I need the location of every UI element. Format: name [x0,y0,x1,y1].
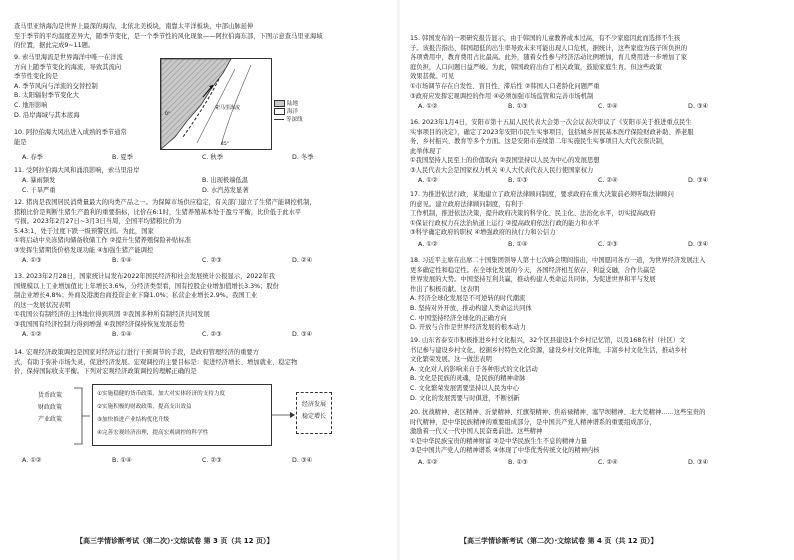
question-stem: 9. 索马里海流是世界海洋中唯一在洋流 [14,54,123,61]
question-15 [410,34,687,101]
question-20 [410,408,705,456]
question-17-options [418,240,778,250]
question-line: 世界发展的大势。中国坚持互利共赢，推动构建人类命运共同体，为促进世界和平与发展 [410,276,656,284]
question-line: 20. 抗战精神、老区精神、沂蒙精神、红旗渠精神、焦裕禄精神、塞罕坝精神、北大荒精神……这些宝贵的 [410,409,706,416]
option-a: A. ①② [418,177,438,184]
option-a: A. ①② [418,103,438,110]
flow-measures-box [92,384,272,446]
option-a: A. 经济全球化发展是不可逆转的时代潮流 [410,295,526,303]
question-line: 价，保持国际收支平衡。下列对宏观经济政策调控的理解正确的是 [14,368,197,376]
option-a: A. ①② [22,331,42,338]
option-a: A. ①② [418,241,438,248]
legend-land: 陆地 [287,101,299,107]
question-line: 13. 2023年2月28日，国家统计局发布2022年国民经济和社会发展统计公报显示，2022年我 [14,273,276,280]
question-line: 工作机制，推进依法决策，提升政府决策的科学化、民主化、法治化水平，切实提高政府 [410,210,656,218]
option-d: D. ③④ [688,177,709,184]
svg-text:45°: 45° [221,142,229,147]
question-line: 书记参与建设乡村文化，挖掘乡村特色文化资源，建设乡村文化阵地，丰富乡村文化生活，推动乡村 [410,346,688,354]
page-footer: 【高三学情诊断考试（第二次）·文综试卷 第 4 页（共 12 页）】 [460,537,658,545]
flow-label: 货币政策 [37,392,62,399]
option-a: A. ①③ [22,257,42,264]
option-c: C. ②③ [598,241,618,248]
option-b: B. 文化是民族的灵魂，是民族的精神命脉 [410,375,526,383]
option-d: D. ③④ [292,457,313,464]
option-c: C. ②③ [202,331,222,338]
legend-isobath: 等深线 [286,117,303,123]
flow-result: 经济发展 [301,401,326,408]
legend-sea: 海洋 [287,109,299,115]
question-15-options [418,102,778,112]
svg-text:0°: 0° [165,112,171,117]
option-a: A. 暴雨频发 [22,177,56,184]
question-line: 式，有助于弥补市场失灵，促进经济发展。宏观调控的主要目标是：促进经济增长、增加就业、稳定物 [14,358,298,366]
map-figure [161,59,271,149]
question-line: 效果甚微。可见 [410,73,455,81]
question-line: 猪粮比价是判断生猪生产盈利的重要指标，比价在6:1时，生猪养殖基本处于盈亏平衡，比价低于此水平 [14,208,302,216]
question-line: 作出了积极贡献。这表明 [410,285,480,293]
question-12-options [22,256,382,266]
option-c: C. 中国坚持经济全球化的正确方向 [410,314,507,322]
option-b: B. ①④ [508,241,528,248]
flow-item: ④完善宏观经济治理，提高宏观调控的科学性 [97,430,209,436]
question-line: 各项费用中，教育费用占比最高。此外，随着女性参与经济活动比例增加，育儿费用进一步增加了家 [410,54,688,62]
question-14-options [22,456,382,466]
intro-line: 至于季节的平均温度差异大，随季节变化，是一个季节性的风化现象——阿拉伯海东部，下图示意查马里亚海域 [14,32,323,40]
option-d: D. ③④ [688,459,709,466]
question-line: 19. 山东省泰安市积极推进乡村文化振兴，32个区县建设1个乡村记忆馆，以及168名村（社区）文 [410,337,686,344]
question-11-options [22,176,382,195]
question-line: 子。该报告指出，韩国超低的出生率导致未来可能出现人口危机，据统计，这些家庭为孩子所负担的 [410,44,688,52]
question-item: ③是中国共产党人的精神谱系 ④体现了中华优秀传统文化的精神内核 [410,447,600,455]
question-line: 务、乡村振兴、教育等多个方面。这是安阳市连续第二年实施民生实事项目人大代表票决制， [410,138,669,146]
question-item: ①市场调节存在自发性、盲目性、滞后性 ②韩国人口老龄化问题严重 [410,82,600,90]
option-c: C. ②④ [598,103,618,110]
question-line: 18. 习近平主席在出席二十国集团领导人第十七次峰会期间指出，中国愿同各方一道，为世界经济发展注入 [410,257,706,264]
option-d: D. 水汽蒸发显著 [202,186,249,194]
question-line: 能是 [14,138,27,146]
flow-left-labels [26,384,74,446]
question-line: 庭负担，人口问题日益严峻。为此，韩国政府出台了相关政策，鼓励家庭生育。但这些政策 [410,63,662,71]
question-line: 17. 为推进依法行政，某地建立了政府法律顾问制度，要求政府在重大决策前必须听取法律顾问 [410,191,674,198]
question-line: 16. 2023年1月4日，安阳市第十五届人民代表大会第一次会议表决审议了《安阳市关于推进重点民生 [410,119,692,126]
option-d: D. 文化的发展需要与时俱进，不断创新 [410,394,520,402]
question-line: 亏损。2023年2月27日~3月3日当周，全国平均猪粮比价为 [14,218,182,226]
question-line: 时代精神，是中华民族精神的重要组成部分，是中国共产党人精神谱系的重要组成部分， [410,418,656,426]
question-12 [14,198,316,256]
option-b: B. ①④ [112,457,132,464]
flow-brace [70,384,92,448]
question-item: ①是中华民族宝贵的精神财富 ②是中华民族生生不息的精神力量 [410,437,588,445]
question-line: 的意见。建立政府法律顾问制度，有利于 [410,200,524,208]
option-d: D. 开放与合作是世界经济发展的根本动力 [410,324,526,332]
question-line: 文化繁荣发展。这一做法表明 [410,356,492,364]
page-footer: 【高三学情诊断考试（第二次）·文综试卷 第 3 页（共 12 页）】 [76,537,274,545]
question-10 [14,128,127,147]
question-line: 此举体现了 [410,147,442,155]
option-b: B. 夏季 [112,154,133,161]
question-line: 5.43:1，处于过度下跌一级预警区间。为此，国家 [14,227,154,235]
question-line: 14. 宏观经济政策调控是国家对经济运行进行干预调节的手段，是政府管理经济的重要方 [14,349,260,356]
option-c: C. ②③ [202,457,222,464]
option-a: A. ①② [22,457,42,464]
flow-arrow [272,400,296,430]
question-line: 国规模以上工业增加值比上年增长3.6%，分经济类型看，国有控股企业增加值增长3.3%；股份 [14,282,279,290]
option-d: D. 沿岸海域与其本底海 [14,111,80,119]
question-item: ①我国坚持人民至上的价值取向 ②我国坚持以人民为中心的发展思想 [410,157,600,165]
flow-label: 产业政策 [37,416,62,423]
flow-result-box [296,392,332,434]
option-d: D. ③④ [292,331,313,338]
option-c: C. 文化繁荣发展需要坚持以人民为中心 [410,384,520,392]
option-d: D. 冬季 [292,154,314,161]
right-page [400,0,794,560]
intro-line: 的位置，据此完成9~11题。 [14,42,95,50]
option-d: D. ②④ [292,257,313,264]
question-item: ③我国国有经济控制力得到增强 ④我国经济保持恢复发展态势 [14,320,185,328]
question-line: 制企业增长4.8%；外商及港澳台商投资企业下降1.0%；私营企业增长2.9%。我国工业 [14,292,258,300]
question-line: ③发挥生猪期货价格发现功能 ④加强生猪产能调控 [14,246,154,254]
question-stem: 10. 阿拉伯海大风出进入成熟的季节通常 [14,129,127,136]
option-a: A. 季节风向与洋流的交替控制 [14,82,98,90]
question-9 [14,53,123,120]
option-b: B. ①④ [112,257,132,264]
option-b: B. 太阳辐射季节变化大 [14,92,79,100]
question-line: 15. 韩国发布的一项研究报告显示，由于韩国的儿童教养成本过高，有不少家庭因此而选择不生孩 [410,35,681,42]
option-a: A. 文化对人的影响来自于各种形式的文化活动 [410,365,538,373]
option-b: B. ①③ [508,177,528,184]
flow-result: 稳定增长 [301,413,326,420]
intro-passage [14,22,323,51]
option-c: C. ②④ [598,459,618,466]
option-c: C. 秋季 [202,154,223,161]
flow-item: ①实施稳健的货币政策，加大对实体经济的支持力度 [97,391,226,397]
question-18 [410,256,705,333]
option-d: D. ③④ [688,241,709,248]
option-b: B. ①③ [508,459,528,466]
question-item: ③科学确定政府的职权 ④增强政府的执行力和公信力 [410,229,556,237]
question-item: ③人民代表大会是国家权力机关 ④人大代表代表人民行使国家权力 [410,166,594,174]
question-item: ①我国公有制经济的主体地位得到巩固 ②我国多种所有制经济共同发展 [14,311,210,319]
question-line: 方向上随季节变化的海流，导致其流向 [14,63,122,71]
intro-line: 查马里亚纳海沟是世界上最深的海沟，北依北美板块，南靠太平洋板块，中部山脉延伸 [14,23,254,30]
question-item: ①保证行政权力在法治轨道上运行 ②提高政府依法行政的能力和水平 [410,219,600,227]
option-a: A. 春季 [22,154,43,161]
option-d: D. ③④ [688,103,709,110]
option-c: C. 地形影响 [14,101,48,109]
question-line: 的这一发展状况表明 [14,301,71,309]
flow-item: ③加快推进产业结构优化升级 [97,417,170,423]
map-label-current: 索马里海流 [215,105,241,111]
question-line: ①将启动中央冻猪肉储备收储工作 ②提升生猪养殖保险补贴标准 [14,237,192,245]
question-line: 实事项目的决定》，确定了2023年安阳市民生实事项目，包括城乡居民基本医疗保险财政补助、养老服 [410,128,694,136]
question-14 [14,348,297,377]
question-11 [14,166,139,176]
option-b: B. 出现极端低温 [202,177,249,184]
question-stem: 11. 受阿拉伯海大风和涌浪影响，索马里沿岸 [14,167,140,174]
question-13 [14,272,279,330]
question-16-options [418,176,778,186]
map-legend [274,100,303,124]
question-19 [410,336,687,403]
question-13-options [22,330,382,340]
question-line: 激励着一代又一代中国人民奋勇前进。这些精神 [410,428,543,436]
question-line: 12. 猪肉是我国居民消费量最大的肉类产品之一。为保障市场供应稳定，有关部门建立了生猪产能调控机制， [14,199,316,206]
flow-label: 财政政策 [37,404,62,411]
option-c: C. 干旱严重 [22,186,56,194]
option-a: A. ①② [418,459,438,466]
question-16 [410,118,694,176]
question-item: ③政府应发挥宏观调控的作用 ④必须加强市场监管和完善市场机制 [410,92,594,100]
option-c: C. ②④ [598,177,618,184]
question-20-options [418,458,778,468]
option-b: B. ①④ [112,331,132,338]
question-line: 更多确定性和稳定性。在全球化发展的今天，各国经济相互依存，利益交融，合作共赢是 [410,266,656,274]
option-b: B. 坚持对外开放，推动构建人类命运共同体 [410,304,532,312]
sea-map [160,58,272,150]
question-line: 季节性变化的是 [14,73,59,81]
option-c: C. ②③ [202,257,222,264]
option-b: B. ①③ [508,103,528,110]
question-17 [410,190,674,238]
question-10-options [22,153,382,163]
flow-item: ②实施积极的财政政策，提高支出效益 [97,404,192,410]
